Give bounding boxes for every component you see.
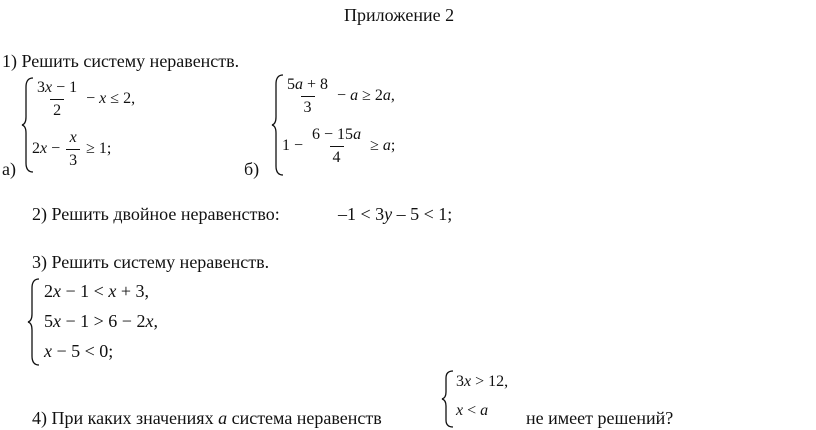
task1-label: 1) Решить систему неравенств. [2,51,240,71]
fraction: $\frac{3x - 1}{2}$ [37,79,78,119]
task1-a-label: а) [2,159,16,179]
task4-question: не имеет решений? [526,408,674,428]
system-a-row2: 2x − $\frac{x}{3}$ ≥ 1; [32,129,112,169]
task4-label: 4) При каких значениях a система неравенств [32,408,382,428]
system-a-row1: $\frac{3x - 1}{2}$ − x ≤ 2, [32,79,135,120]
fraction: $\frac{5a + 8}{3}$ [287,76,329,116]
task1-b-label: б) [244,159,260,179]
page-title: Приложение 2 [344,5,455,25]
brace-icon [442,370,454,428]
system3-row3: x − 5 < 0; [44,341,114,361]
task3-label: 3) Решить систему неравенств. [32,252,270,272]
fraction: $\frac{x}{3}$ [66,129,80,170]
task2-expression: –1 < 3y – 5 < 1; [338,204,453,224]
brace-icon [28,278,40,366]
system-b-row1: $\frac{5a + 8}{3}$ − a ≥ 2a, [282,76,395,117]
system3-row1: 2x − 1 < x + 3, [44,281,149,301]
system4-row2: x < a [456,402,489,419]
task2-label: 2) Решить двойное неравенство: [32,204,280,224]
system3-row2: 5x − 1 > 6 − 2x, [44,311,158,331]
system-b-row2: 1 − $\frac{6 - 15a}{4}$ ≥ a; [282,126,396,166]
fraction: $\frac{6 - 15a}{4}$ [312,126,362,166]
system4-row1: 3x > 12, [456,373,509,390]
